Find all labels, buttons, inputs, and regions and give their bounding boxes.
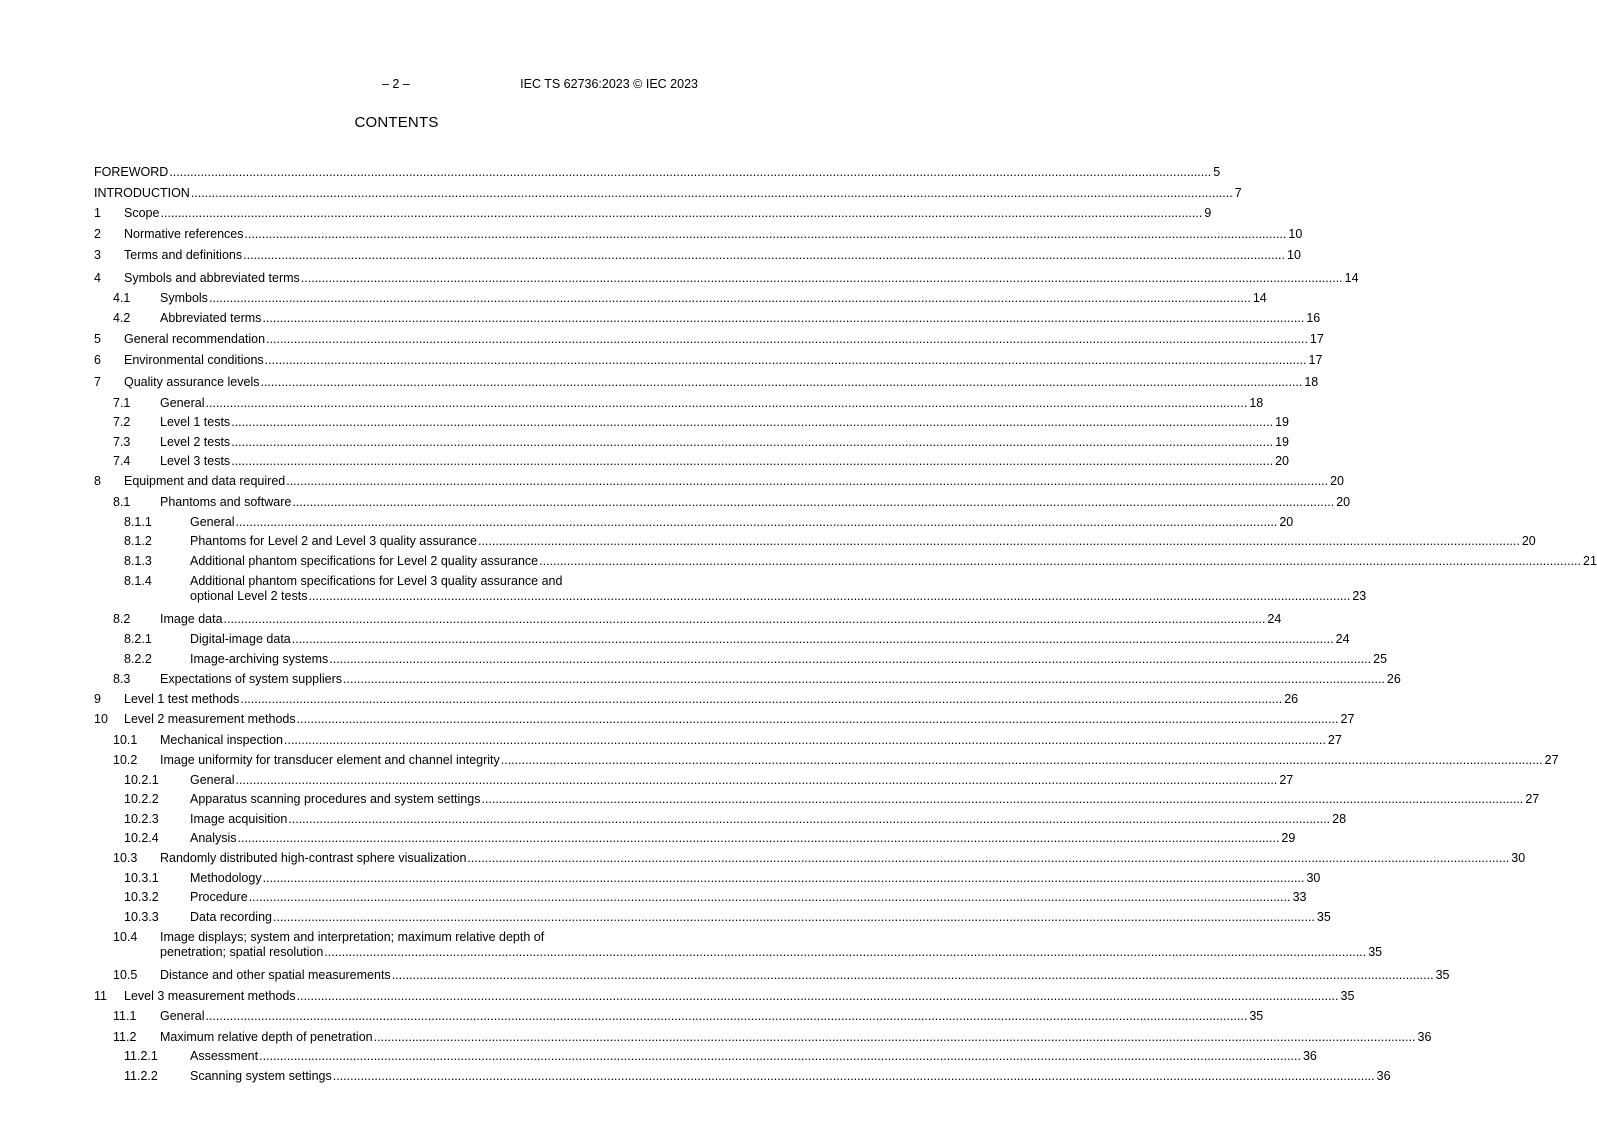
toc-entry-title: Level 2 tests xyxy=(160,434,231,449)
toc-entry-number: 10.2.3 xyxy=(124,811,159,826)
toc-page-number: 27 xyxy=(1279,772,1294,787)
toc-page-number: 27 xyxy=(1327,732,1342,747)
toc-entry[interactable] xyxy=(94,554,1597,569)
toc-page-number: 20 xyxy=(1279,514,1294,529)
toc-entry-number: 10.3.2 xyxy=(124,890,159,904)
toc-entry-number: 10.5 xyxy=(113,967,138,982)
toc-entry-title: General xyxy=(190,514,235,529)
toc-dot-leader: ............................................................................................................................................................................................................................................................................................................ xyxy=(286,473,1329,488)
toc-page-number: 20 xyxy=(1336,494,1351,509)
toc-entry[interactable] xyxy=(94,632,1350,647)
toc-dot-leader: ............................................................................................................................................................................................................................................................................................................ xyxy=(284,732,1326,747)
toc-entry[interactable] xyxy=(94,454,1289,469)
toc-entry[interactable] xyxy=(94,310,1321,326)
toc-entry-title: Symbols xyxy=(160,290,208,305)
toc-entry[interactable] xyxy=(94,574,1367,604)
toc-dot-leader: ............................................................................................................................................................................................................................................................................................................ xyxy=(259,1049,1301,1063)
toc-entry[interactable] xyxy=(94,1049,1317,1064)
toc-entry-number: 7.3 xyxy=(113,434,131,449)
toc-dot-leader: ............................................................................................................................................................................................................................................................................................................ xyxy=(324,944,1367,959)
toc-dot-leader: ............................................................................................................................................................................................................................................................................................................ xyxy=(264,352,1307,367)
toc-entry-title: Procedure xyxy=(190,890,248,904)
toc-dot-leader: ............................................................................................................................................................................................................................................................................................................ xyxy=(500,753,1543,767)
toc-entry-number: 1 xyxy=(94,205,101,220)
toc-dot-leader: ............................................................................................................................................................................................................................................................................................................ xyxy=(248,890,1291,904)
toc-entry[interactable] xyxy=(94,831,1296,846)
toc-entry-number: 10.2.1 xyxy=(124,772,159,787)
toc-page-number: 26 xyxy=(1284,691,1299,706)
toc-entry[interactable] xyxy=(94,290,1267,306)
toc-page-number: 35 xyxy=(1249,1009,1264,1023)
toc-entry-number: 11 xyxy=(94,988,107,1003)
toc-dot-leader: ............................................................................................................................................................................................................................................................................................................ xyxy=(296,988,1339,1003)
toc-entry[interactable] xyxy=(94,890,1307,905)
toc-page-number: 14 xyxy=(1344,270,1359,285)
toc-entry-title: Scope xyxy=(124,205,160,220)
toc-page-number: 27 xyxy=(1340,711,1355,726)
toc-dot-leader: ............................................................................................................................................................................................................................................................................................................ xyxy=(481,792,1524,806)
toc-entry-title: Phantoms for Level 2 and Level 3 quality assurance xyxy=(190,534,477,548)
toc-entry-title: Data recording xyxy=(190,909,272,924)
toc-entry[interactable] xyxy=(94,395,1264,411)
toc-entry-number: 11.1 xyxy=(113,1009,137,1023)
toc-entry-number: 10 xyxy=(94,711,108,726)
toc-entry[interactable] xyxy=(94,226,1303,242)
toc-entry[interactable] xyxy=(94,909,1331,925)
toc-dot-leader: ............................................................................................................................................................................................................................................................................................................ xyxy=(205,1009,1248,1023)
toc-entry-title-line1: Image displays; system and interpretation; maximum relative depth of xyxy=(160,929,545,944)
toc-entry-title: Equipment and data required xyxy=(124,473,286,488)
toc-entry-number: 10.2.2 xyxy=(124,792,159,806)
toc-entry-title-line2: penetration; spatial resolution xyxy=(160,944,324,959)
toc-dot-leader: ............................................................................................................................................................................................................................................................................................................ xyxy=(237,831,1280,845)
toc-entry[interactable] xyxy=(94,988,1355,1004)
toc-entry-title: Level 3 measurement methods xyxy=(124,988,296,1003)
toc-entry-number: 11.2 xyxy=(113,1030,137,1044)
toc-dot-leader: ............................................................................................................................................................................................................................................................................................................ xyxy=(329,651,1372,666)
toc-dot-leader: ............................................................................................................................................................................................................................................................................................................ xyxy=(373,1030,1416,1044)
toc-dot-leader: ............................................................................................................................................................................................................................................................................................................ xyxy=(273,909,1315,924)
toc-dot-leader: ............................................................................................................................................................................................................................................................................................................ xyxy=(231,415,1274,429)
toc-entry[interactable] xyxy=(94,811,1347,827)
toc-entry-title: Expectations of system suppliers xyxy=(160,671,343,686)
toc-entry-number: 11.2.2 xyxy=(124,1069,158,1083)
toc-page-number: 24 xyxy=(1267,612,1282,626)
toc-entry-title: Randomly distributed high-contrast sphere visualization xyxy=(160,851,467,865)
toc-page-number: 30 xyxy=(1511,851,1526,865)
toc-entry-title: Mechanical inspection xyxy=(160,732,283,747)
toc-entry-title: General xyxy=(160,395,205,410)
toc-entry-title: Level 3 tests xyxy=(160,454,231,468)
document-identifier: IEC TS 62736:2023 © IEC 2023 xyxy=(520,77,698,91)
toc-page-number: 16 xyxy=(1306,310,1321,325)
toc-dot-leader: ............................................................................................................................................................................................................................................................................................................ xyxy=(231,454,1274,468)
toc-dot-leader: ............................................................................................................................................................................................................................................................................................................ xyxy=(288,811,1331,826)
toc-entry[interactable] xyxy=(94,929,1383,960)
toc-entry-number: 7.1 xyxy=(113,395,131,410)
toc-page-number: 29 xyxy=(1281,831,1296,845)
toc-dot-leader: ............................................................................................................................................................................................................................................................................................................ xyxy=(231,434,1274,449)
toc-entry-number: 11.2.1 xyxy=(124,1049,158,1063)
toc-entry[interactable] xyxy=(94,247,1301,263)
toc-entry-number: 8.1.2 xyxy=(124,534,152,548)
toc-page-number: 28 xyxy=(1332,811,1347,826)
toc-dot-leader: ............................................................................................................................................................................................................................................................................................................ xyxy=(169,165,1212,179)
toc-entry[interactable] xyxy=(94,352,1323,368)
toc-page-number: 23 xyxy=(1352,589,1367,603)
toc-dot-leader: ............................................................................................................................................................................................................................................................................................................ xyxy=(235,772,1278,787)
toc-entry-number: 8.1.3 xyxy=(124,554,152,568)
toc-entry[interactable] xyxy=(94,792,1540,807)
toc-dot-leader: ............................................................................................................................................................................................................................................................................................................ xyxy=(266,331,1308,346)
toc-entry-number: 8.3 xyxy=(113,671,131,686)
toc-entry-number: 8.1.1 xyxy=(124,514,152,529)
toc-page-number: 36 xyxy=(1376,1069,1391,1083)
toc-dot-leader: ............................................................................................................................................................................................................................................................................................................ xyxy=(262,310,1305,325)
toc-page-number: 26 xyxy=(1386,671,1401,686)
toc-entry-title: Level 1 tests xyxy=(160,415,231,429)
toc-entry[interactable] xyxy=(94,1030,1432,1045)
toc-entry-title: Image uniformity for transducer element and channel integrity xyxy=(160,753,500,767)
toc-entry-number: 10.3 xyxy=(113,851,138,865)
toc-page-number: 36 xyxy=(1417,1030,1432,1044)
toc-entry-title: Assessment xyxy=(190,1049,259,1063)
toc-entry-title-line1: Additional phantom specifications for Level 3 quality assurance and xyxy=(190,574,563,588)
toc-dot-leader: ............................................................................................................................................................................................................................................................................................................ xyxy=(477,534,1520,548)
toc-page-number: 24 xyxy=(1335,632,1350,646)
toc-entry-title: INTRODUCTION xyxy=(94,186,190,200)
toc-page-number: 20 xyxy=(1275,454,1289,468)
toc-entry-number: 8.1.4 xyxy=(124,574,152,588)
toc-entry-number: 8 xyxy=(94,473,101,488)
toc-dot-leader: ............................................................................................................................................................................................................................................................................................................ xyxy=(262,870,1305,885)
toc-entry[interactable] xyxy=(94,165,1221,180)
toc-page-number: 7 xyxy=(1234,186,1242,200)
toc-entry-number: 4.2 xyxy=(113,310,131,325)
toc-entry[interactable] xyxy=(94,434,1289,450)
toc-entry[interactable] xyxy=(94,753,1559,768)
toc-entry-title-line2: optional Level 2 tests xyxy=(190,589,308,603)
toc-entry[interactable] xyxy=(94,772,1294,788)
toc-entry-title: Distance and other spatial measurements xyxy=(160,967,391,982)
toc-entry-title: Analysis xyxy=(190,831,237,845)
toc-entry[interactable] xyxy=(94,851,1526,866)
toc-entry-title: Apparatus scanning procedures and system settings xyxy=(190,792,481,806)
toc-entry-number: 8.1 xyxy=(113,494,131,509)
toc-page-number: 5 xyxy=(1213,165,1221,179)
toc-dot-leader: ............................................................................................................................................................................................................................................................................................................ xyxy=(296,711,1339,726)
toc-entry-title: Terms and definitions xyxy=(124,247,243,262)
toc-entry-title: FOREWORD xyxy=(94,165,169,179)
toc-page-number: 20 xyxy=(1521,534,1536,548)
toc-page-number: 18 xyxy=(1304,374,1319,389)
toc-page-number: 10 xyxy=(1287,247,1301,262)
toc-entry[interactable] xyxy=(94,494,1351,510)
toc-dot-leader: ............................................................................................................................................................................................................................................................................................................ xyxy=(467,851,1510,865)
toc-entry[interactable] xyxy=(94,711,1355,727)
toc-entry-number: 4.1 xyxy=(113,290,131,305)
toc-dot-leader: ............................................................................................................................................................................................................................................................................................................ xyxy=(160,205,1203,220)
toc-entry[interactable] xyxy=(94,691,1299,707)
toc-page-number: 35 xyxy=(1435,967,1450,982)
toc-page-number: 35 xyxy=(1340,988,1355,1003)
toc-dot-leader: ............................................................................................................................................................................................................................................................................................................ xyxy=(391,967,1434,982)
toc-entry[interactable] xyxy=(94,186,1242,201)
toc-page-number: 35 xyxy=(1368,944,1383,959)
toc-entry-title: Normative references xyxy=(124,226,244,241)
toc-entry[interactable] xyxy=(94,1009,1264,1024)
toc-page-number: 9 xyxy=(1204,205,1212,220)
toc-entry-title: Phantoms and software xyxy=(160,494,292,509)
toc-page-number: 14 xyxy=(1252,290,1267,305)
toc-dot-leader: ............................................................................................................................................................................................................................................................................................................ xyxy=(292,494,1335,509)
toc-entry-title: Methodology xyxy=(190,870,262,885)
toc-dot-leader: ............................................................................................................................................................................................................................................................................................................ xyxy=(308,589,1351,603)
toc-entry-number: 10.3.3 xyxy=(124,909,159,924)
toc-page-number: 25 xyxy=(1373,651,1388,666)
toc-entry[interactable] xyxy=(94,270,1359,286)
toc-dot-leader: ............................................................................................................................................................................................................................................................................................................ xyxy=(240,691,1283,706)
toc-page-number: 27 xyxy=(1525,792,1540,806)
toc-entry[interactable] xyxy=(94,473,1345,489)
toc-entry-title: Level 2 measurement methods xyxy=(124,711,296,726)
toc-dot-leader: ............................................................................................................................................................................................................................................................................................................ xyxy=(332,1069,1375,1083)
toc-page-number: 27 xyxy=(1544,753,1559,767)
toc-entry[interactable] xyxy=(94,534,1536,549)
toc-page-number: 19 xyxy=(1275,415,1289,429)
toc-entry[interactable] xyxy=(94,732,1342,748)
toc-entry-title: Level 1 test methods xyxy=(124,691,240,706)
toc-page-number: 36 xyxy=(1302,1049,1317,1063)
toc-entry-number: 5 xyxy=(94,331,101,346)
toc-dot-leader: ............................................................................................................................................................................................................................................................................................................ xyxy=(208,290,1251,305)
toc-page-number: 21 xyxy=(1583,554,1597,568)
toc-dot-leader: ............................................................................................................................................................................................................................................................................................................ xyxy=(190,186,1233,200)
toc-entry-title: Image-archiving systems xyxy=(190,651,329,666)
toc-dot-leader: ............................................................................................................................................................................................................................................................................................................ xyxy=(260,374,1303,389)
page-number: – 2 – xyxy=(382,77,410,91)
toc-page-number: 19 xyxy=(1275,434,1289,449)
toc-entry-number: 10.3.1 xyxy=(124,870,159,885)
toc-dot-leader: ............................................................................................................................................................................................................................................................................................................ xyxy=(539,554,1581,568)
toc-entry[interactable] xyxy=(94,415,1289,430)
toc-entry-title: Abbreviated terms xyxy=(160,310,262,325)
toc-page-number: 20 xyxy=(1330,473,1345,488)
toc-entry[interactable] xyxy=(94,331,1324,347)
toc-dot-leader: ............................................................................................................................................................................................................................................................................................................ xyxy=(300,270,1343,285)
toc-dot-leader: ............................................................................................................................................................................................................................................................................................................ xyxy=(244,226,1287,241)
toc-entry-number: 10.2.4 xyxy=(124,831,159,845)
toc-entry-number: 4 xyxy=(94,270,101,285)
toc-dot-leader: ............................................................................................................................................................................................................................................................................................................ xyxy=(205,395,1248,410)
toc-entry-number: 9 xyxy=(94,691,101,706)
toc-entry-title: Symbols and abbreviated terms xyxy=(124,270,300,285)
toc-entry[interactable] xyxy=(94,514,1294,530)
toc-page-number: 33 xyxy=(1292,890,1307,904)
toc-entry-title: Maximum relative depth of penetration xyxy=(160,1030,373,1044)
toc-entry-number: 10.2 xyxy=(113,753,138,767)
toc-entry-number: 6 xyxy=(94,352,101,367)
toc-entry-title: General xyxy=(160,1009,205,1023)
toc-entry-title: Digital-image data xyxy=(190,632,291,646)
toc-entry[interactable] xyxy=(94,651,1388,667)
toc-entry-number: 7.4 xyxy=(113,454,131,468)
toc-page-number: 18 xyxy=(1249,395,1264,410)
toc-page-number: 17 xyxy=(1309,331,1324,346)
toc-entry-number: 8.2.1 xyxy=(124,632,152,646)
toc-entry[interactable] xyxy=(94,374,1319,390)
toc-dot-leader: ............................................................................................................................................................................................................................................................................................................ xyxy=(235,514,1278,529)
toc-entry-title: Environmental conditions xyxy=(124,352,264,367)
toc-entry-title: Quality assurance levels xyxy=(124,374,260,389)
toc-entry[interactable] xyxy=(94,671,1401,687)
toc-entry-number: 3 xyxy=(94,247,101,262)
toc-entry-title: General recommendation xyxy=(124,331,266,346)
toc-entry-number: 8.2.2 xyxy=(124,651,152,666)
toc-entry-title: Image data xyxy=(160,612,223,626)
toc-entry-number: 7 xyxy=(94,374,101,389)
toc-entry[interactable] xyxy=(94,205,1212,221)
toc-entry-title: Scanning system settings xyxy=(190,1069,332,1083)
toc-entry-number: 10.4 xyxy=(113,929,138,944)
toc-entry-number: 10.1 xyxy=(113,732,138,747)
toc-entry[interactable] xyxy=(94,967,1450,983)
toc-entry-title: General xyxy=(190,772,235,787)
toc-entry-title: Additional phantom specifications for Level 2 quality assurance xyxy=(190,554,539,568)
toc-page-number: 30 xyxy=(1306,870,1321,885)
toc-entry-number: 8.2 xyxy=(113,612,131,626)
toc-page-number: 35 xyxy=(1316,909,1331,924)
toc-dot-leader: ............................................................................................................................................................................................................................................................................................................ xyxy=(343,671,1385,686)
toc-dot-leader: ............................................................................................................................................................................................................................................................................................................ xyxy=(243,247,1285,262)
toc-entry[interactable] xyxy=(94,612,1282,627)
toc-entry-number: 7.2 xyxy=(113,415,131,429)
toc-entry-title: Image acquisition xyxy=(190,811,288,826)
page-title: CONTENTS xyxy=(354,114,439,131)
toc-dot-leader: ............................................................................................................................................................................................................................................................................................................ xyxy=(291,632,1334,646)
toc-entry[interactable] xyxy=(94,870,1321,886)
toc-page-number: 17 xyxy=(1308,352,1323,367)
toc-dot-leader: ............................................................................................................................................................................................................................................................................................................ xyxy=(223,612,1266,626)
toc-entry-number: 2 xyxy=(94,226,101,241)
toc-entry[interactable] xyxy=(94,1069,1391,1084)
toc-page-number: 10 xyxy=(1288,226,1303,241)
